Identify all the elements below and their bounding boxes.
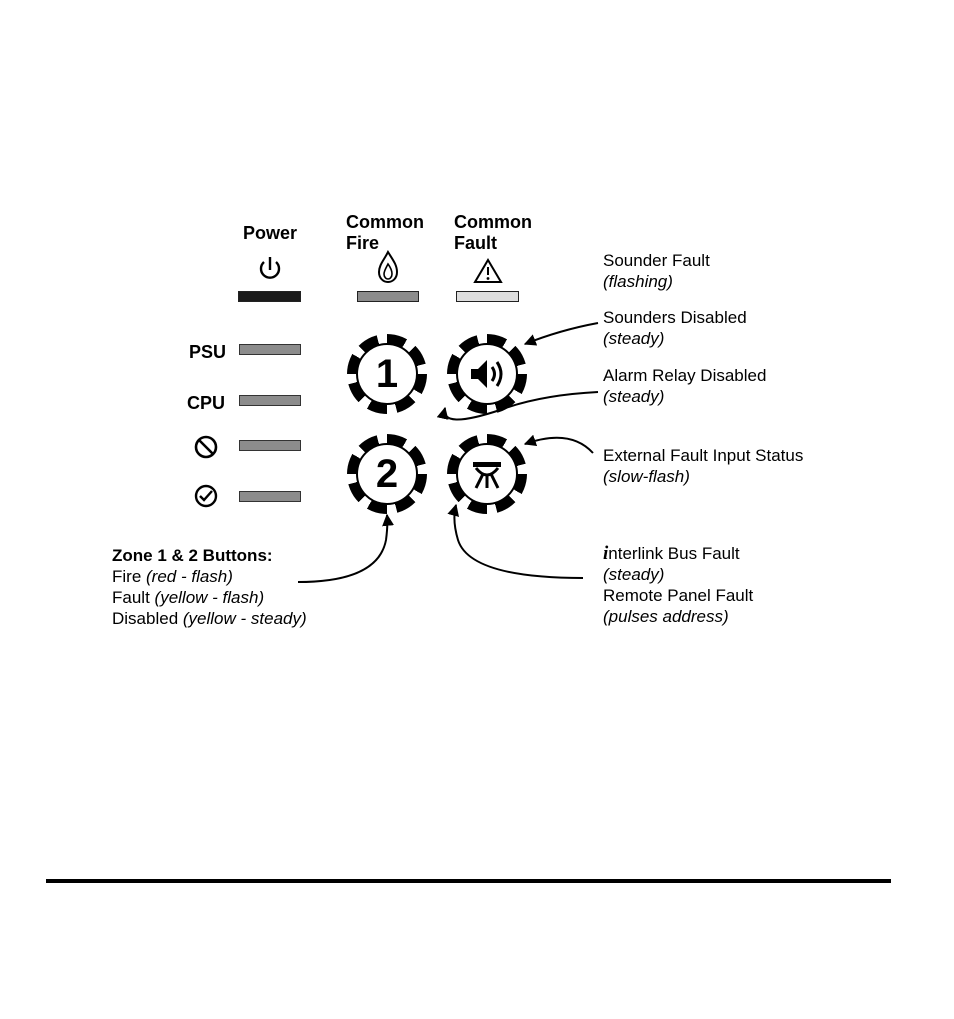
common-fault-header-line2: Fault: [454, 233, 497, 253]
common-fault-header-line1: Common: [454, 212, 532, 232]
common-fire-header-line1: Common: [346, 212, 424, 232]
interlink-mode: (steady): [603, 565, 665, 584]
cpu-label: CPU: [187, 393, 226, 413]
external-fault-mode: (slow-flash): [603, 467, 690, 486]
zone-legend-title: Zone 1 & 2 Buttons:: [112, 546, 273, 565]
external-fault-text: External Fault Input Status: [603, 446, 804, 465]
external-fault-arrow: [525, 438, 593, 453]
zone-2-number: 2: [375, 452, 399, 496]
remote-panel-mode: (pulses address): [603, 607, 729, 626]
sounder-fault-mode: (flashing): [603, 272, 673, 291]
power-header: Power: [243, 223, 298, 243]
psu-label: PSU: [189, 342, 227, 362]
alarm-relay-text: Alarm Relay Disabled: [603, 366, 767, 385]
zone-legend-disabled: Disabled (yellow - steady): [112, 609, 307, 628]
sounders-disabled-text: Sounders Disabled: [603, 308, 747, 327]
interlink-arrow: [454, 505, 583, 578]
alarm-relay-mode: (steady): [603, 387, 665, 406]
zone-1-number: 1: [375, 352, 399, 396]
bottom-rule: [46, 879, 891, 883]
sounders-disabled-mode: (steady): [603, 329, 665, 348]
common-fire-header-line2: Fire: [346, 233, 380, 253]
interlink-logo-i: i: [603, 543, 609, 564]
remote-panel-text: Remote Panel Fault: [603, 586, 754, 605]
sounders-disabled-arrow: [525, 323, 598, 344]
zone-legend-fault: Fault (yellow - flash): [112, 588, 265, 607]
sounder-fault-text: Sounder Fault: [603, 251, 710, 270]
zone-buttons-arrow: [298, 515, 387, 582]
alarm-relay-arrow: [445, 392, 598, 420]
zone-legend-fire: Fire (red - flash): [112, 567, 233, 586]
interlink-text-rest: nterlink Bus Fault: [608, 544, 740, 563]
